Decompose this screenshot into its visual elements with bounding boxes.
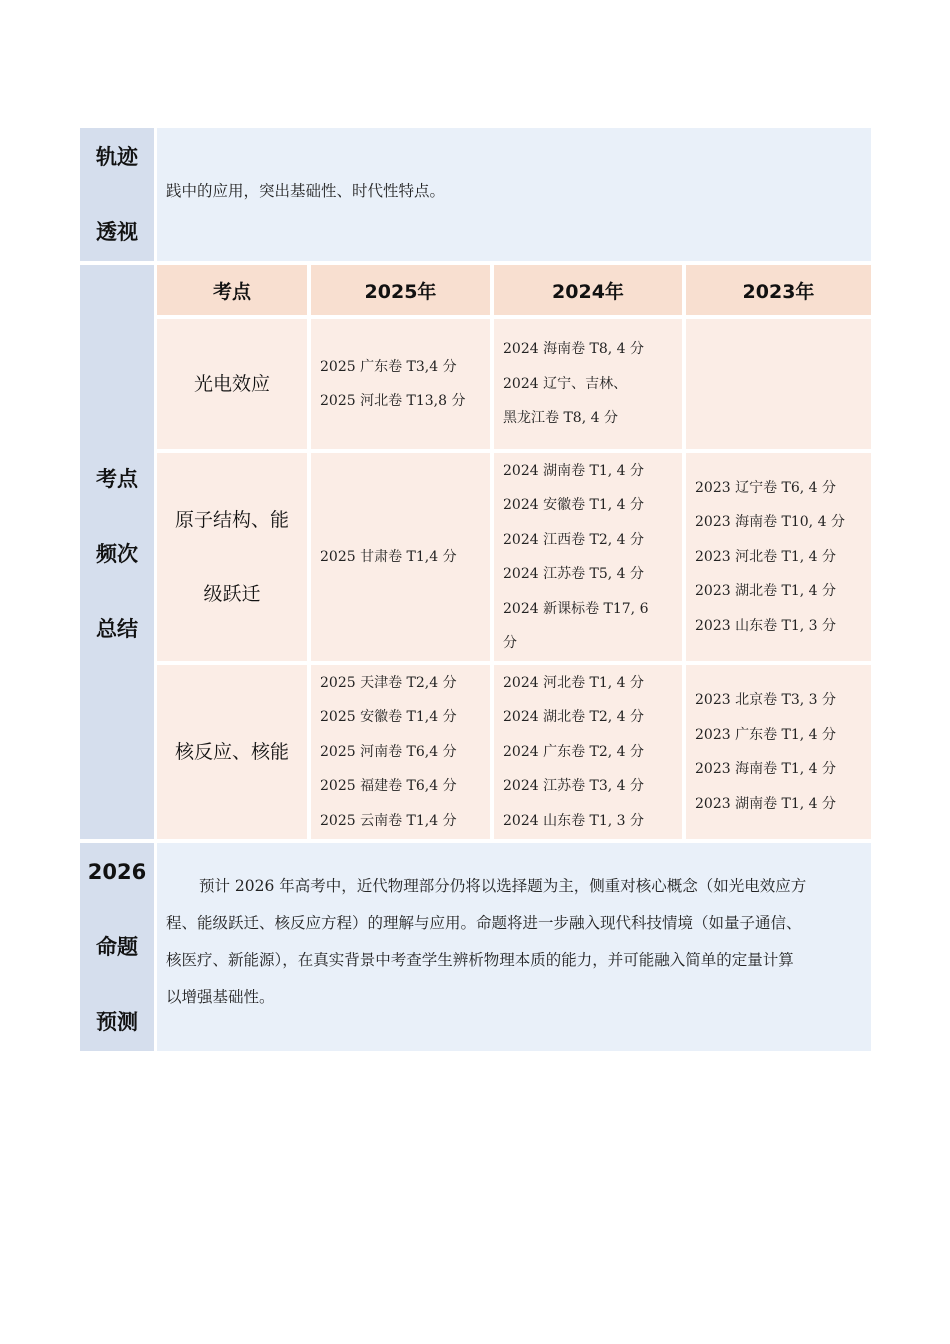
- exam-entry: 2024 新课标卷 T17, 6: [503, 600, 649, 617]
- trajectory-text-cell: [157, 128, 871, 261]
- section-label-line: 预测: [96, 1009, 138, 1034]
- exam-entry: 2024 广东卷 T2, 4 分: [503, 743, 645, 760]
- exam-entry: 2025 广东卷 T3,4 分: [320, 358, 457, 375]
- section-label-line: 命题: [96, 934, 138, 959]
- exam-entry: 2025 福建卷 T6,4 分: [320, 778, 457, 795]
- table-cell-2024: [494, 665, 682, 839]
- prediction-line: 以增强基础性。: [166, 988, 275, 1006]
- section-label-line: 考点: [96, 467, 138, 491]
- exam-entry: 2024 河北卷 T1, 4 分: [503, 674, 645, 691]
- exam-entry: 2024 安徽卷 T1, 4 分: [503, 497, 645, 513]
- table-row-topic: [157, 319, 307, 449]
- table-cell-2025: [311, 665, 490, 839]
- exam-entry: 2024 湖北卷 T2, 4 分: [503, 709, 645, 726]
- table-cell-2023: [686, 453, 871, 661]
- header-2024: 2024年: [494, 265, 682, 315]
- section-label-frequency-summary: [80, 265, 154, 839]
- exam-entry: 2023 辽宁卷 T6, 4 分: [695, 479, 837, 496]
- table-cell-2025: [311, 453, 490, 661]
- exam-entry: 2024 辽宁、吉林、: [503, 375, 628, 392]
- exam-entry: 2023 湖北卷 T1, 4 分: [695, 583, 837, 600]
- exam-entry: 2024 湖南卷 T1, 4 分: [503, 462, 645, 479]
- table-cell-2023: [686, 319, 871, 449]
- exam-entry: 2024 江苏卷 T3, 4 分: [503, 778, 645, 795]
- section-label-line: 频次: [96, 542, 138, 566]
- exam-entry: 2023 北京卷 T3, 3 分: [695, 692, 837, 708]
- exam-entry: 分: [503, 635, 517, 651]
- section-label-line: 2026: [87, 859, 147, 884]
- section-label-prediction: [80, 843, 154, 1051]
- exam-entry: 2024 海南卷 T8, 4 分: [503, 341, 645, 358]
- exam-entry: 2025 甘肃卷 T1,4 分: [320, 548, 457, 565]
- exam-entry: 2025 天津卷 T2,4 分: [320, 674, 457, 691]
- exam-entry: 2023 广东卷 T1, 4 分: [695, 726, 837, 743]
- prediction-text-cell: [157, 843, 871, 1051]
- exam-entry: 2023 山东卷 T1, 3 分: [695, 617, 837, 634]
- exam-entry: 2023 河北卷 T1, 4 分: [695, 548, 837, 565]
- exam-entry: 2025 安徽卷 T1,4 分: [320, 709, 457, 726]
- header-2023: 2023年: [686, 265, 871, 315]
- topic-line: 级跃迁: [203, 583, 261, 605]
- prediction-line: 预计 2026 年高考中，近代物理部分仍将以选择题为主，侧重对核心概念（如光电效应方: [199, 877, 807, 895]
- section-label-line: 轨迹: [96, 144, 138, 169]
- table-cell-2024: [494, 319, 682, 449]
- exam-entry: 2023 湖南卷 T1, 4 分: [695, 795, 837, 812]
- section-label-trajectory: [80, 128, 154, 261]
- exam-entry: 2023 海南卷 T10, 4 分: [695, 514, 845, 531]
- header-2025: 2025年: [311, 265, 490, 315]
- section-label-line: 总结: [96, 617, 138, 641]
- table-cell-2025: [311, 319, 490, 449]
- topic-line: 光电效应: [193, 373, 270, 395]
- exam-entry: 2024 江西卷 T2, 4 分: [503, 531, 645, 548]
- exam-entry: 2023 海南卷 T1, 4 分: [695, 761, 837, 777]
- topic-line: 核反应、核能: [174, 741, 289, 763]
- prediction-line: 核医疗、新能源），在真实背景中考查学生辨析物理本质的能力，并可能融入简单的定量计算: [166, 951, 794, 969]
- exam-entry: 黑龙江卷 T8, 4 分: [503, 410, 618, 427]
- table-row-topic: [157, 665, 307, 839]
- topic-line: 原子结构、能: [174, 509, 289, 531]
- exam-entry: 2024 江苏卷 T5, 4 分: [503, 566, 645, 582]
- exam-entry: 2024 山东卷 T1, 3 分: [503, 812, 645, 829]
- table-row-topic: [157, 453, 307, 661]
- section-label-line: 透视: [96, 219, 138, 244]
- exam-entry: 2025 云南卷 T1,4 分: [320, 812, 457, 829]
- exam-entry: 2025 河北卷 T13,8 分: [320, 393, 466, 409]
- table-cell-2023: [686, 665, 871, 839]
- trajectory-text: 践中的应用，突出基础性、时代性特点。: [166, 182, 446, 200]
- table-cell-2024: [494, 453, 682, 661]
- header-topic: 考点: [157, 265, 307, 315]
- prediction-line: 程、能级跃迁、核反应方程）的理解与应用。命题将进一步融入现代科技情境（如量子通信、: [166, 914, 802, 932]
- exam-entry: 2025 河南卷 T6,4 分: [320, 743, 457, 760]
